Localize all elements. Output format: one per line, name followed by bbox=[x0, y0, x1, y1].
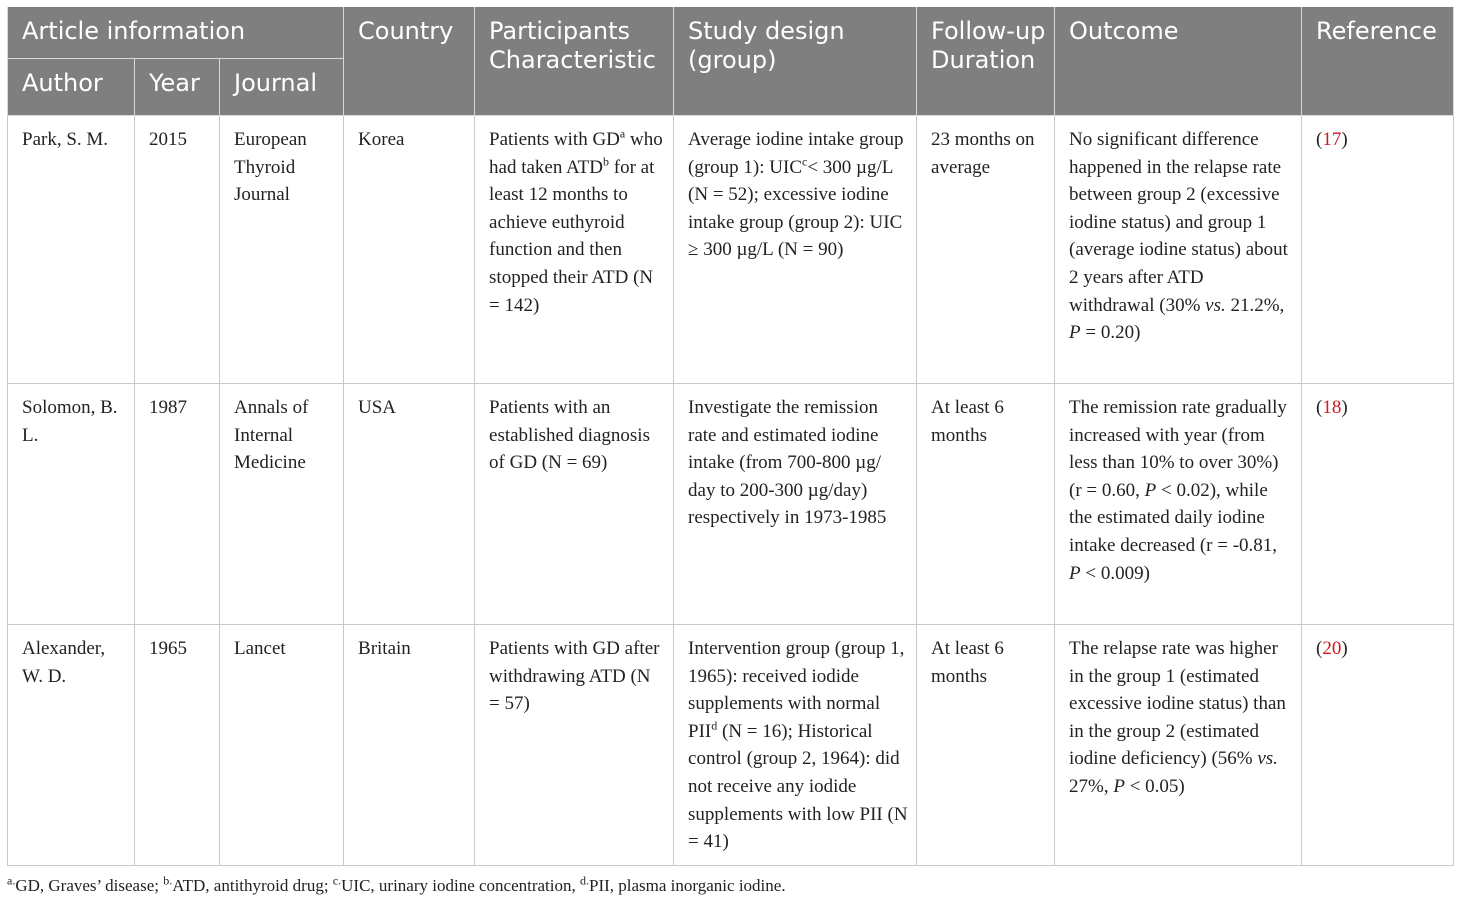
text: The relapse rate was higher in the group 1 (estimated excessive iodine status) than in the group 2 (estimated iodine deficiency) (56% bbox=[1069, 638, 1286, 770]
text: < 0.009) bbox=[1080, 562, 1150, 584]
text: 21.2%, bbox=[1225, 294, 1285, 316]
text: who had taken ATD bbox=[489, 129, 663, 178]
reference-link[interactable]: 20 bbox=[1322, 638, 1342, 659]
text-italic: P bbox=[1069, 562, 1081, 584]
text: Patients with GD bbox=[489, 129, 620, 150]
text: 27%, bbox=[1069, 775, 1114, 797]
paren: ) bbox=[1341, 397, 1348, 418]
paren: ( bbox=[1316, 638, 1323, 659]
header-country: Country bbox=[344, 7, 475, 116]
cell-year: 2015 bbox=[135, 116, 220, 384]
cell-author: Park, S. M. bbox=[8, 116, 135, 384]
header-reference: Reference bbox=[1302, 7, 1454, 116]
cell-country: USA bbox=[344, 384, 475, 625]
footnote-mark: a. bbox=[7, 873, 16, 888]
cell-reference bbox=[1302, 116, 1454, 384]
table-row bbox=[8, 116, 1454, 384]
header-participants: Participants Characteristic bbox=[475, 7, 674, 116]
cell-followup: At least 6 months bbox=[917, 384, 1055, 625]
text-italic: vs. bbox=[1205, 294, 1226, 316]
text: < 0.05) bbox=[1124, 775, 1185, 797]
reference-link[interactable]: 18 bbox=[1322, 397, 1342, 418]
cell-country: Korea bbox=[344, 116, 475, 384]
footnote-marker: d bbox=[711, 718, 718, 733]
cell-journal: Annals of Internal Medicine bbox=[220, 384, 344, 625]
text: Average iodine intake group (group 1): UIC bbox=[688, 129, 904, 178]
cell-participants: Patients with GD after withdrawing ATD (N = 57) bbox=[475, 625, 674, 866]
text: = 0.20) bbox=[1080, 322, 1141, 344]
text: for at least 12 months to achieve euthyroid function and then stopped their ATD (N = 142) bbox=[489, 156, 655, 316]
footnote-text: ATD, antithyroid drug; bbox=[172, 876, 333, 895]
cell-study-design bbox=[674, 625, 917, 866]
paren: ( bbox=[1316, 397, 1323, 418]
text: Intervention group (group 1, 1965): received iodide supplements with normal PII bbox=[688, 638, 905, 742]
reference-link[interactable]: 17 bbox=[1322, 129, 1342, 150]
paren: ) bbox=[1341, 638, 1348, 659]
header-author: Author bbox=[8, 59, 135, 116]
cell-study-design: Investigate the remission rate and estimated iodine intake (from 700-800 µg/ day to 200-300 µg/day) respectively in 1973-1985 bbox=[674, 384, 917, 625]
cell-followup: 23 months on average bbox=[917, 116, 1055, 384]
cell-outcome bbox=[1055, 384, 1302, 625]
cell-followup: At least 6 months bbox=[917, 625, 1055, 866]
text-italic: P bbox=[1113, 775, 1125, 797]
header-outcome: Outcome bbox=[1055, 7, 1302, 116]
text: < 300 µg/L (N = 52); excessive iodine intake group (group 2): UIC ≥ 300 µg/L (N = 90) bbox=[688, 156, 903, 261]
header-study-design: Study design (group) bbox=[674, 7, 917, 116]
text-italic: P bbox=[1069, 322, 1081, 344]
cell-author: Solomon, B. L. bbox=[8, 384, 135, 625]
text: The remission rate gradually increased with year (from less than 10% to over 30%) (r = 0.60, bbox=[1069, 397, 1287, 501]
footnote-marker: b bbox=[603, 154, 609, 169]
cell-country: Britain bbox=[344, 625, 475, 866]
footnote-text: PII, plasma inorganic iodine. bbox=[589, 876, 786, 895]
footnote-mark: d. bbox=[580, 873, 589, 888]
study-table bbox=[7, 7, 1454, 866]
footnote-text: UIC, urinary iodine concentration, bbox=[341, 876, 580, 895]
table-footnote bbox=[7, 873, 1453, 896]
footnote-marker: c bbox=[802, 154, 808, 169]
cell-participants: Patients with an established diagnosis of GD (N = 69) bbox=[475, 384, 674, 625]
text: < 0.02), while the estimated daily iodine intake decreased (r = -0.81, bbox=[1069, 479, 1278, 556]
cell-reference bbox=[1302, 625, 1454, 866]
table-row bbox=[8, 625, 1454, 866]
text: No significant difference happened in the relapse rate between group 2 (excessive iodine status) and group 1 (average iodine status) about 2 years after ATD withdrawal (30% bbox=[1069, 129, 1288, 316]
header-journal: Journal bbox=[220, 59, 344, 116]
cell-journal: European Thyroid Journal bbox=[220, 116, 344, 384]
cell-year: 1965 bbox=[135, 625, 220, 866]
text: (N = 16); Historical control (group 2, 1964): did not receive any iodide supplements with low PII (N = 41) bbox=[688, 720, 908, 853]
cell-year: 1987 bbox=[135, 384, 220, 625]
text-italic: P bbox=[1144, 479, 1157, 501]
header-article-information: Article information bbox=[8, 7, 344, 59]
paren: ) bbox=[1341, 129, 1348, 150]
cell-outcome bbox=[1055, 116, 1302, 384]
footnote-marker: a bbox=[619, 126, 626, 141]
text-italic: vs. bbox=[1257, 748, 1278, 770]
cell-reference bbox=[1302, 384, 1454, 625]
paren: ( bbox=[1316, 129, 1323, 150]
cell-journal: Lancet bbox=[220, 625, 344, 866]
cell-participants bbox=[475, 116, 674, 384]
table-row bbox=[8, 384, 1454, 625]
header-year: Year bbox=[135, 59, 220, 116]
footnote-mark: b. bbox=[163, 873, 173, 888]
footnote-text: GD, Graves’ disease; bbox=[15, 876, 164, 895]
cell-study-design bbox=[674, 116, 917, 384]
cell-author: Alexander, W. D. bbox=[8, 625, 135, 866]
footnote-mark: c. bbox=[332, 873, 342, 888]
cell-outcome bbox=[1055, 625, 1302, 866]
header-followup: Follow-up Duration bbox=[917, 7, 1055, 116]
